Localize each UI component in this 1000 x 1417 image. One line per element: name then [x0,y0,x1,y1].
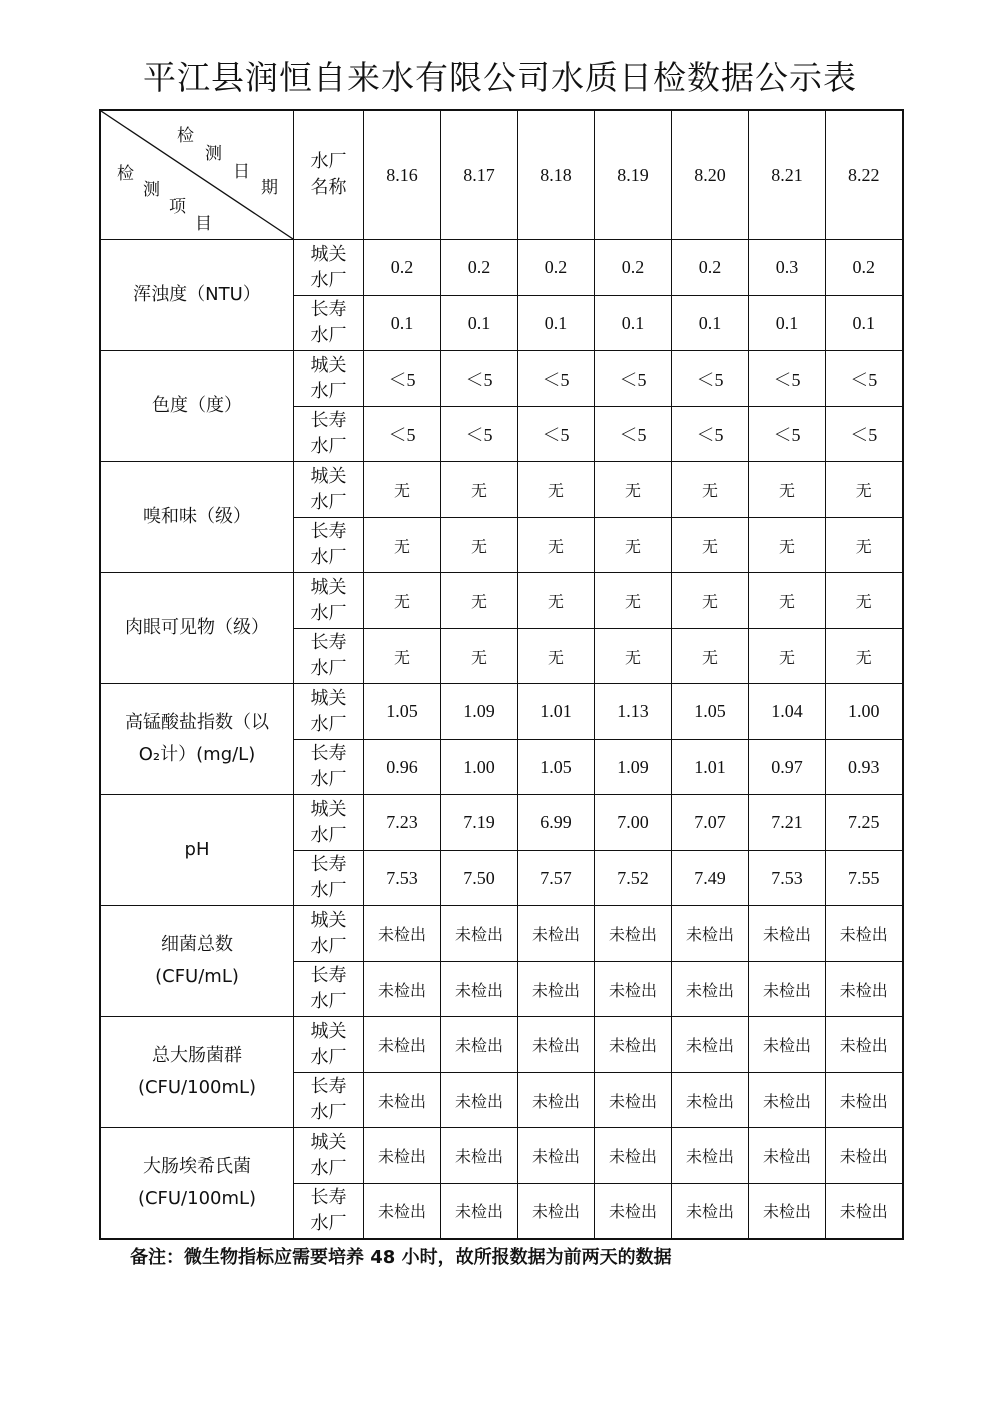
corner-cell [100,110,294,240]
value-cell: 7.00 [595,795,672,851]
value-cell: 未检出 [364,1073,441,1128]
item-name-cell [100,795,294,906]
item-name-cell [100,684,294,795]
value-cell: 无 [364,629,441,684]
plant-name-cell [294,1128,364,1184]
value-cell: 未检出 [595,962,672,1017]
value-cell: 无 [595,629,672,684]
value-cell: ＜5 [595,351,672,407]
date-header: 8.16 [364,110,441,240]
value-cell: 未检出 [672,1128,749,1184]
value-cell: 未检出 [441,1184,518,1239]
value-cell: 7.23 [364,795,441,851]
plant-name-line-2: 水厂 [310,1157,347,1179]
plant-name-line-2: 水厂 [310,602,347,624]
date-header: 8.19 [595,110,672,240]
plant-name-line-2: 水厂 [310,1046,347,1068]
item-name: 色度（度） [152,395,242,416]
value-cell: 无 [518,518,595,573]
value-cell: 7.21 [749,795,826,851]
value-cell: ＜5 [672,407,749,462]
item-name-cell [100,351,294,462]
value-cell: ＜5 [672,351,749,407]
corner-item-char: 检 [117,164,134,184]
value-cell: 未检出 [749,1017,826,1073]
value-cell: 无 [672,629,749,684]
value-cell: 0.97 [749,740,826,795]
item-name-cell [100,573,294,684]
value-cell: 7.55 [826,851,903,906]
value-cell: 无 [749,573,826,629]
value-cell: 1.01 [672,740,749,795]
value-cell: 未检出 [518,962,595,1017]
plant-name-line-1: 城关 [310,687,347,709]
value-cell: 无 [672,462,749,518]
plant-name-line-1: 长寿 [310,965,347,986]
value-cell: 未检出 [364,1017,441,1073]
value-cell: 无 [749,518,826,573]
item-name: 肉眼可见物（级） [125,617,269,638]
value-cell: 未检出 [672,1073,749,1128]
table-row [100,573,903,629]
plant-name-line-2: 水厂 [310,991,347,1012]
corner-item-char: 目 [195,214,212,234]
value-cell: ＜5 [364,351,441,407]
water-quality-table [99,109,904,1240]
plant-name-line-2: 水厂 [310,491,347,513]
value-cell: 0.93 [826,740,903,795]
value-cell: ＜5 [518,351,595,407]
plant-name-cell [294,573,364,629]
plant-name-cell [294,1073,364,1128]
value-cell: ＜5 [441,407,518,462]
value-cell: ＜5 [749,407,826,462]
value-cell: 无 [518,573,595,629]
value-cell: 未检出 [749,1184,826,1239]
value-cell: 0.1 [672,296,749,351]
value-cell: 无 [672,573,749,629]
plant-name-cell [294,684,364,740]
item-unit: O₂计）(mg/L) [138,744,256,765]
value-cell: 未检出 [518,1184,595,1239]
value-cell: 未检出 [364,1128,441,1184]
page-title: 平江县润恒自来水有限公司水质日检数据公示表 [143,58,857,97]
value-cell: 1.05 [364,684,441,740]
value-cell: 0.1 [518,296,595,351]
value-cell: 未检出 [364,1184,441,1239]
plant-name-line-1: 长寿 [310,632,347,653]
value-cell: 未检出 [595,1017,672,1073]
value-cell: 1.00 [826,684,903,740]
value-cell: 无 [441,573,518,629]
item-unit: (CFU/mL) [155,966,239,987]
plant-name-line-2: 水厂 [310,269,347,291]
value-cell: 0.2 [364,240,441,296]
value-cell: 1.01 [518,684,595,740]
value-cell: 未检出 [826,1073,903,1128]
value-cell: 1.05 [518,740,595,795]
plant-name-line-1: 城关 [310,798,347,820]
value-cell: 7.07 [672,795,749,851]
plant-name-line-1: 长寿 [310,410,347,431]
plant-name-header [294,110,364,240]
value-cell: 0.2 [518,240,595,296]
value-cell: 0.1 [441,296,518,351]
value-cell: 未检出 [595,1184,672,1239]
plant-header-line-2: 名称 [310,177,347,198]
table-row [100,1128,903,1184]
value-cell: 未检出 [441,962,518,1017]
value-cell: 0.2 [441,240,518,296]
value-cell: 无 [364,518,441,573]
value-cell: 0.1 [749,296,826,351]
value-cell: 未检出 [749,906,826,962]
value-cell: 0.1 [364,296,441,351]
plant-header-line-1: 水厂 [310,151,347,172]
plant-name-cell [294,962,364,1017]
item-name: 细菌总数 [161,934,233,955]
plant-name-line-2: 水厂 [310,547,347,568]
value-cell: 无 [749,462,826,518]
value-cell: 未检出 [826,906,903,962]
corner-item-char: 测 [143,180,160,200]
value-cell: 无 [826,518,903,573]
plant-name-cell [294,462,364,518]
table-row [100,351,903,407]
item-name-cell [100,462,294,573]
value-cell: 无 [441,518,518,573]
value-cell: 未检出 [672,962,749,1017]
value-cell: ＜5 [826,351,903,407]
corner-item-char: 项 [169,197,186,217]
table-row [100,795,903,851]
plant-name-cell [294,629,364,684]
value-cell: 1.00 [441,740,518,795]
value-cell: 7.53 [364,851,441,906]
date-header: 8.21 [749,110,826,240]
value-cell: 0.2 [672,240,749,296]
value-cell: 未检出 [441,1128,518,1184]
value-cell: 无 [364,573,441,629]
item-unit: (CFU/100mL) [137,1187,257,1209]
plant-name-line-1: 长寿 [310,521,347,542]
value-cell: ＜5 [364,407,441,462]
date-header: 8.17 [441,110,518,240]
value-cell: 未检出 [672,1184,749,1239]
value-cell: 未检出 [672,1017,749,1073]
value-cell: ＜5 [518,407,595,462]
value-cell: 无 [518,462,595,518]
value-cell: 未检出 [672,906,749,962]
value-cell: 0.2 [595,240,672,296]
value-cell: 无 [826,573,903,629]
item-unit: (CFU/100mL) [137,1077,257,1098]
value-cell: 1.05 [672,684,749,740]
item-name-cell [100,906,294,1017]
plant-name-line-1: 长寿 [310,299,347,320]
plant-name-line-1: 城关 [310,465,347,487]
value-cell: 0.1 [826,296,903,351]
value-cell: 7.50 [441,851,518,906]
value-cell: ＜5 [826,407,903,462]
plant-name-line-1: 长寿 [310,1186,347,1208]
value-cell: 未检出 [518,1073,595,1128]
value-cell: 未检出 [826,1017,903,1073]
value-cell: 未检出 [441,1017,518,1073]
header-row [100,110,903,240]
value-cell: 未检出 [518,906,595,962]
plant-name-line-1: 城关 [310,1020,347,1042]
item-name: pH [184,839,210,860]
footnote: 备注：微生物指标应需要培养 48 小时，故所报数据为前两天的数据 [130,1247,672,1268]
plant-name-line-2: 水厂 [310,380,347,402]
value-cell: 1.09 [441,684,518,740]
value-cell: 未检出 [441,906,518,962]
value-cell: 1.13 [595,684,672,740]
value-cell: ＜5 [441,351,518,407]
value-cell: 无 [364,462,441,518]
plant-name-cell [294,351,364,407]
plant-name-line-2: 水厂 [310,325,347,346]
item-name-cell [100,240,294,351]
value-cell: 无 [518,629,595,684]
plant-name-cell [294,407,364,462]
value-cell: 6.99 [518,795,595,851]
date-header: 8.18 [518,110,595,240]
value-cell: 7.19 [441,795,518,851]
item-name-cell [100,1128,294,1239]
value-cell: 未检出 [826,962,903,1017]
plant-name-line-2: 水厂 [310,658,347,679]
value-cell: 7.53 [749,851,826,906]
value-cell: 无 [749,629,826,684]
plant-name-cell [294,740,364,795]
item-name-cell [100,1017,294,1128]
value-cell: 7.52 [595,851,672,906]
value-cell: 未检出 [595,906,672,962]
plant-name-line-1: 长寿 [310,854,347,875]
table-row [100,462,903,518]
item-name: 嗅和味（级） [143,506,251,527]
value-cell: 无 [595,518,672,573]
value-cell: 0.96 [364,740,441,795]
value-cell: 无 [672,518,749,573]
table-row [100,906,903,962]
value-cell: 0.2 [826,240,903,296]
plant-name-line-2: 水厂 [310,436,347,457]
value-cell: ＜5 [595,407,672,462]
plant-name-line-2: 水厂 [310,1212,347,1234]
item-name: 浑浊度（NTU） [133,284,261,305]
item-name: 总大肠菌群 [152,1045,242,1066]
plant-name-cell [294,1017,364,1073]
table-row [100,240,903,296]
plant-name-line-2: 水厂 [310,935,347,957]
value-cell: 未检出 [364,906,441,962]
item-name: 大肠埃希氏菌 [143,1155,251,1177]
value-cell: 未检出 [441,1073,518,1128]
plant-name-line-1: 长寿 [310,1076,347,1097]
plant-name-cell [294,240,364,296]
plant-name-cell [294,906,364,962]
value-cell: 未检出 [518,1017,595,1073]
value-cell: 无 [826,462,903,518]
plant-name-cell [294,1184,364,1239]
corner-date-char: 期 [261,178,278,198]
plant-name-cell [294,795,364,851]
value-cell: 0.1 [595,296,672,351]
corner-date-char: 测 [205,144,222,164]
date-header: 8.20 [672,110,749,240]
table-row [100,1017,903,1073]
plant-name-line-1: 城关 [310,243,347,265]
value-cell: 0.3 [749,240,826,296]
plant-name-line-1: 城关 [310,576,347,598]
table-row [100,684,903,740]
value-cell: 无 [441,629,518,684]
plant-name-line-1: 城关 [310,909,347,931]
plant-name-line-2: 水厂 [310,880,347,901]
value-cell: 未检出 [826,1184,903,1239]
value-cell: 未检出 [749,1073,826,1128]
value-cell: 未检出 [595,1128,672,1184]
value-cell: 无 [826,629,903,684]
plant-name-line-1: 城关 [310,1131,347,1153]
value-cell: 无 [595,573,672,629]
plant-name-line-1: 城关 [310,354,347,376]
value-cell: 无 [595,462,672,518]
value-cell: 1.09 [595,740,672,795]
value-cell: 无 [441,462,518,518]
value-cell: 7.49 [672,851,749,906]
plant-name-line-1: 长寿 [310,743,347,764]
corner-date-char: 检 [177,126,194,146]
value-cell: 未检出 [518,1128,595,1184]
value-cell: 1.04 [749,684,826,740]
value-cell: ＜5 [749,351,826,407]
plant-name-line-2: 水厂 [310,769,347,790]
plant-name-cell [294,851,364,906]
value-cell: 未检出 [364,962,441,1017]
corner-date-char: 日 [233,162,250,182]
value-cell: 未检出 [749,1128,826,1184]
plant-name-line-2: 水厂 [310,713,347,735]
value-cell: 7.25 [826,795,903,851]
plant-name-cell [294,518,364,573]
value-cell: 未检出 [595,1073,672,1128]
value-cell: 7.57 [518,851,595,906]
plant-name-line-2: 水厂 [310,1102,347,1123]
item-name: 高锰酸盐指数（以 [125,712,269,733]
value-cell: 未检出 [826,1128,903,1184]
date-header: 8.22 [826,110,903,240]
value-cell: 未检出 [749,962,826,1017]
plant-name-cell [294,296,364,351]
plant-name-line-2: 水厂 [310,824,347,846]
